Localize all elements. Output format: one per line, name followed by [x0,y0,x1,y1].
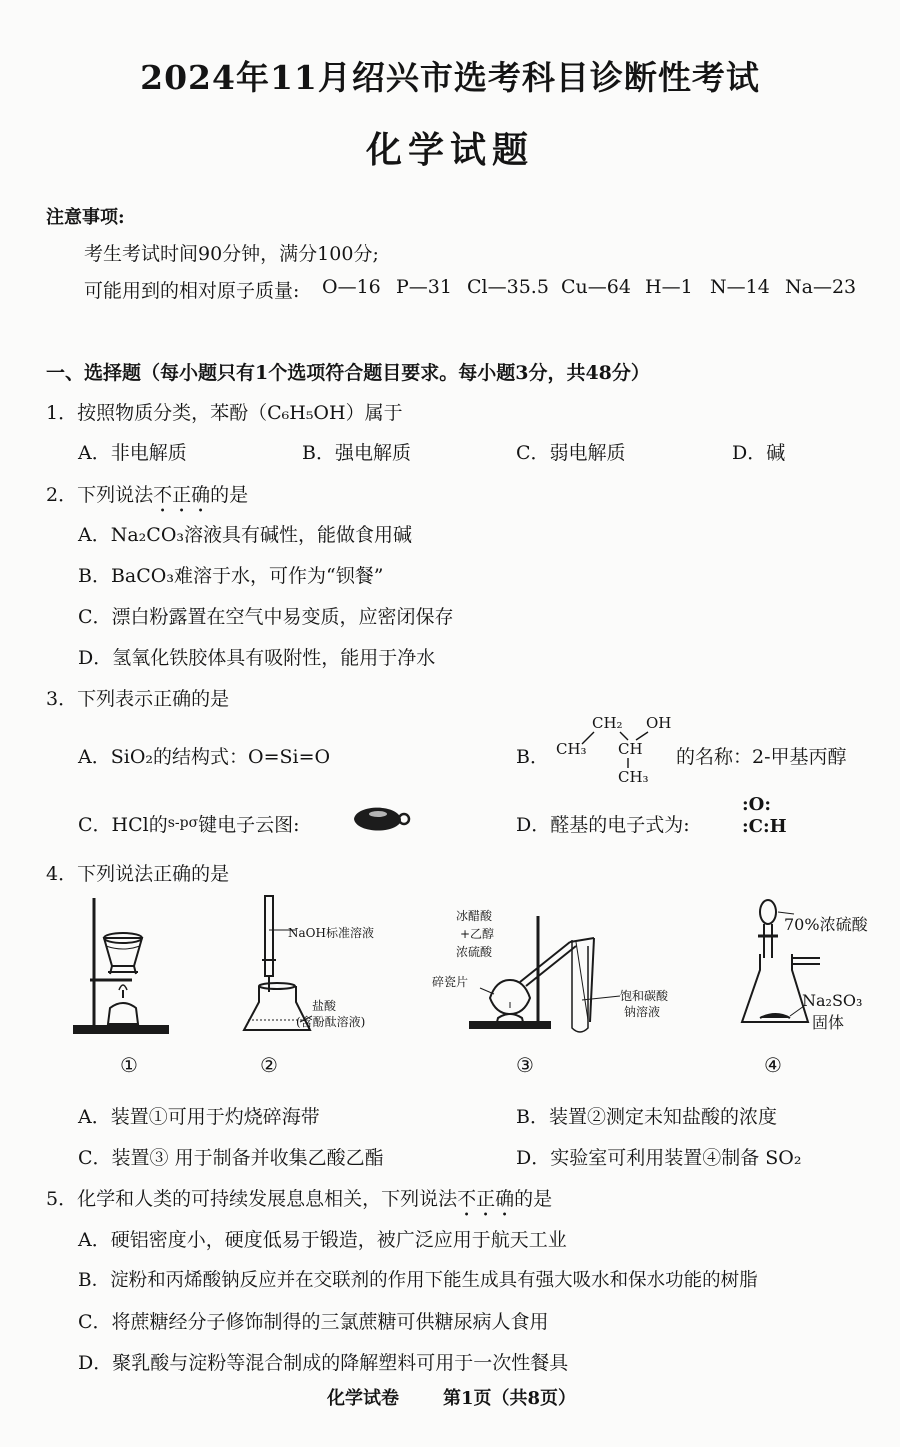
footer-page-number: 第1页（共8页） [443,1388,577,1409]
q4-option-a: A．装置①可用于灼烧碎海带 [78,1106,320,1128]
notes-time: 考生考试时间90分钟，满分100分; [84,243,379,265]
q3-c-suffix: 键电子云图: [198,814,300,836]
q2-option-c: C．漂白粉露置在空气中易变质，应密闭保存 [78,606,454,628]
q5-option-c: C．将蔗糖经分子修饰制得的三氯蔗糖可供糖尿病人食用 [78,1311,549,1333]
q3-b-ch3-left: CH₃ [556,740,587,758]
q4-option-b: B．装置②测定未知盐酸的浓度 [516,1106,777,1128]
atomic-mass-Na: Na—23 [785,276,857,298]
a3-label-acid: 冰醋酸 [456,909,493,923]
a3-label-ethanol: +乙醇 [460,927,495,941]
q5-emphasis: 不正确 [457,1188,515,1210]
q5-stem-post: 的是 [514,1188,553,1210]
q4-option-d: D．实验室可利用装置④制备 SO₂ [516,1147,802,1169]
q1-option-d: D．碱 [732,442,786,464]
q1-stem: 1．按照物质分类，苯酚（C₆H₅OH）属于 [46,402,403,424]
q5-stem [46,1184,552,1221]
aldehyde-c-line: :C:H [742,816,787,837]
a4-label-acid: 70%浓硫酸 [784,915,868,934]
q2-stem [46,480,248,517]
electron-cloud-icon [348,802,414,836]
section-heading: 一、选择题（每小题只有1个选项符合题目要求。每小题3分，共48分） [46,362,650,384]
q5-option-d: D．聚乳酸与淀粉等混合制成的降解塑料可用于一次性餐具 [78,1352,569,1374]
a2-label-indicator: (含酚酞溶液) [296,1015,366,1029]
apparatus-number-2: ② [260,1053,278,1077]
a2-label-naoh: NaOH标准溶液 [288,926,374,940]
q3-option-b-name: 的名称：2-甲基丙醇 [676,746,847,768]
apparatus-figure [60,890,880,1080]
atomic-mass-N: N—14 [710,276,770,298]
q5-option-b: B．淀粉和丙烯酸钠反应并在交联剂的作用下能生成具有强大吸水和保水功能的树脂 [78,1270,758,1291]
q3-c-bond: s-pσ [167,815,199,831]
q3-stem: 3．下列表示正确的是 [46,688,230,710]
apparatus-number-4: ④ [764,1053,782,1077]
notes-heading: 注意事项: [46,207,125,228]
apparatus-number-1: ① [120,1053,138,1077]
a3-label-carbonate: 饱和碳酸 [620,989,669,1003]
q5-option-a: A．硬铝密度小，硬度低易于锻造，被广泛应用于航天工业 [78,1229,567,1251]
q3-option-d-label: D．醛基的电子式为: [516,814,690,836]
q4-option-c: C．装置③ 用于制备并收集乙酸乙酯 [78,1147,384,1169]
q3-option-a: A．SiO₂的结构式：O=Si=O [78,746,331,768]
q3-b-ch: CH [618,740,643,758]
apparatus-1-crucible [74,898,168,1033]
q2-stem-pre: 2．下列说法 [46,484,154,506]
a3-label-solution: 钠溶液 [624,1005,661,1019]
apparatus-number-3: ③ [516,1053,534,1077]
a3-label-chips: 碎瓷片 [432,975,469,989]
footer-subject: 化学试卷 [327,1388,399,1409]
q4-stem: 4．下列说法正确的是 [46,863,230,885]
a4-label-sulfite: Na₂SO₃ [802,991,863,1010]
q1-option-a: A．非电解质 [78,442,187,464]
a4-label-solid: 固体 [812,1013,845,1032]
a2-label-hcl: 盐酸 [312,999,337,1013]
q3-option-c [78,810,300,837]
aldehyde-electron-formula [742,794,787,838]
q2-option-b: B．BaCO₃难溶于水，可作为“钡餐” [78,565,384,587]
q1-option-b: B．强电解质 [302,442,411,464]
q2-option-d: D．氢氧化铁胶体具有吸附性，能用于净水 [78,647,436,669]
q3-b-oh: OH [646,714,672,732]
atomic-mass-O: O—16 [322,276,381,298]
q2-emphasis: 不正确 [153,484,211,506]
notes-masses-label: 可能用到的相对原子质量: [84,280,300,302]
atomic-mass-Cu: Cu—64 [561,276,631,298]
q3-b-ch2: CH₂ [592,714,623,732]
apparatus-2-titration [244,896,312,1030]
q3-b-structural-formula [548,708,678,792]
subject-title: 化学试题 [365,129,534,171]
aldehyde-o-line: :O: [742,794,771,815]
q1-option-c: C．弱电解质 [516,442,626,464]
atomic-mass-P: P—31 [396,276,452,298]
atomic-mass-Cl: Cl—35.5 [467,276,549,298]
q2-stem-post: 的是 [210,484,249,506]
q2-option-a: A．Na₂CO₃溶液具有碱性，能做食用碱 [78,524,413,546]
atomic-mass-H: H—1 [645,276,693,298]
q3-b-ch3-bottom: CH₃ [618,768,649,786]
a3-label-h2so4: 浓硫酸 [456,945,493,959]
q5-stem-pre: 5．化学和人类的可持续发展息息相关，下列说法 [46,1188,458,1210]
exam-title: 2024年11月绍兴市选考科目诊断性考试 [140,58,760,97]
q3-option-b-label: B． [516,746,549,768]
q3-c-prefix: C．HCl的 [78,814,168,836]
